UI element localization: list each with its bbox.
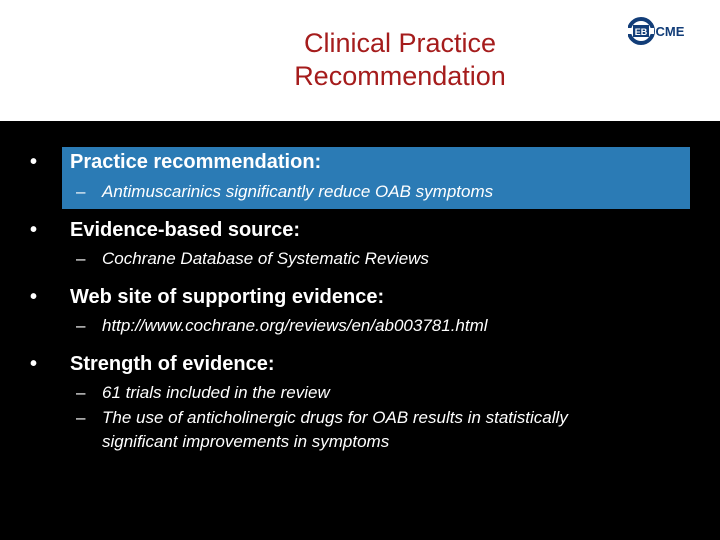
sub-item-text: Antimuscarinics significantly reduce OAB symptoms <box>102 182 494 201</box>
sub-item-link[interactable]: http://www.cochrane.org/reviews/en/ab003781.html <box>102 316 488 335</box>
title-line-1: Clinical Practice <box>303 28 497 58</box>
slide-header <box>0 0 720 121</box>
sub-item: – Cochrane Database of Systematic Reviews <box>76 249 429 268</box>
eb-cme-logo <box>628 14 686 48</box>
bullet-heading: Web site of supporting evidence: <box>70 286 385 308</box>
sub-item-text: 61 trials included in the review <box>102 383 330 402</box>
sub-item-multiline: – The use of anticholinergic drugs for OAB results in statistically significant improvements in symptoms <box>76 406 666 454</box>
sub-item: – Antimuscarinics significantly reduce OAB symptoms <box>76 182 494 201</box>
title-line-2: Recommendation <box>294 61 506 91</box>
sub-item: – 61 trials included in the review <box>76 383 330 402</box>
sub-item-text: The use of anticholinergic drugs for OAB results in statistically <box>102 408 568 427</box>
sub-item-text-continued: significant improvements in symptoms <box>102 432 390 451</box>
bullet-evidence-source: • Evidence-based source: <box>30 219 301 241</box>
slide-title <box>200 27 600 93</box>
bullet-heading: Evidence-based source: <box>70 219 301 241</box>
bullet-strength-of-evidence: • Strength of evidence: <box>30 353 275 375</box>
bullet-heading: Practice recommendation: <box>70 151 322 173</box>
bullet-practice-recommendation: • Practice recommendation: <box>30 151 322 173</box>
sub-item-text: Cochrane Database of Systematic Reviews <box>102 249 429 268</box>
sub-item: – http://www.cochrane.org/reviews/en/ab003781.html <box>76 316 488 335</box>
svg-text:EB: EB <box>634 27 648 37</box>
logo-text: CME <box>655 24 685 39</box>
bullet-web-site: • Web site of supporting evidence: <box>30 286 385 308</box>
bullet-heading: Strength of evidence: <box>70 353 275 375</box>
